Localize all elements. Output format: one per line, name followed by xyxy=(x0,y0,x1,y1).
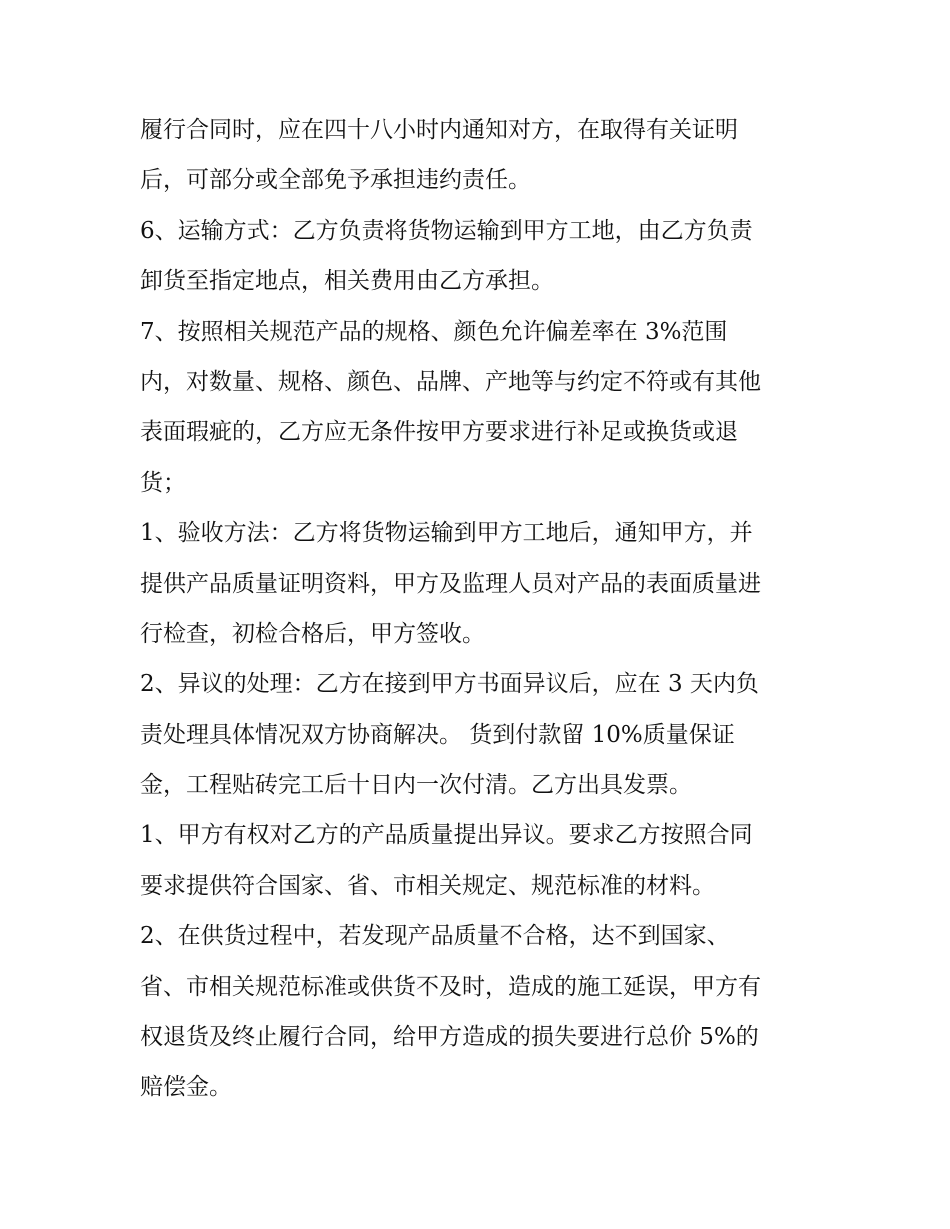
text-line: 内，对数量、规格、颜色、品牌、产地等与约定不符或有其他 xyxy=(140,368,761,395)
text-line: 7、按照相关规范产品的规格、颜色允许偏差率在 3%范围 xyxy=(140,318,728,345)
text-line: 省、市相关规范标准或供货不及时，造成的施工延误，甲方有 xyxy=(140,973,761,1000)
text-line: 货； xyxy=(140,469,186,496)
text-line: 2、在供货过程中，若发现产品质量不合格，达不到国家、 xyxy=(140,923,730,950)
text-line: 表面瑕疵的，乙方应无条件按甲方要求进行补足或换货或退 xyxy=(140,419,738,446)
text-line: 赔偿金。 xyxy=(140,1074,232,1101)
text-line: 要求提供符合国家、省、市相关规定、规范标准的材料。 xyxy=(140,872,715,899)
text-line: 责处理具体情况双方协商解决。 货到付款留 10%质量保证 xyxy=(140,721,735,748)
text-line: 后，可部分或全部免予承担违约责任。 xyxy=(140,167,531,194)
contract-text-block xyxy=(140,109,840,1117)
text-line: 金，工程贴砖完工后十日内一次付清。乙方出具发票。 xyxy=(140,772,692,799)
text-line: 履行合同时，应在四十八小时内通知对方，在取得有关证明 xyxy=(140,117,738,143)
text-line: 权退货及终止履行合同，给甲方造成的损失要进行总价 5%的 xyxy=(140,1024,759,1051)
text-line: 提供产品质量证明资料，甲方及监理人员对产品的表面质量进 xyxy=(140,570,761,597)
text-line: 卸货至指定地点，相关费用由乙方承担。 xyxy=(140,268,554,295)
text-line: 1、验收方法：乙方将货物运输到甲方工地后，通知甲方，并 xyxy=(140,520,753,547)
text-line: 行检查，初检合格后，甲方签收。 xyxy=(140,620,485,647)
text-line: 1、甲方有权对乙方的产品质量提出异议。要求乙方按照合同 xyxy=(140,822,753,849)
text-line: 2、异议的处理：乙方在接到甲方书面异议后，应在 3 天内负 xyxy=(140,671,759,698)
text-line: 6、运输方式：乙方负责将货物运输到甲方工地，由乙方负责 xyxy=(140,217,753,244)
